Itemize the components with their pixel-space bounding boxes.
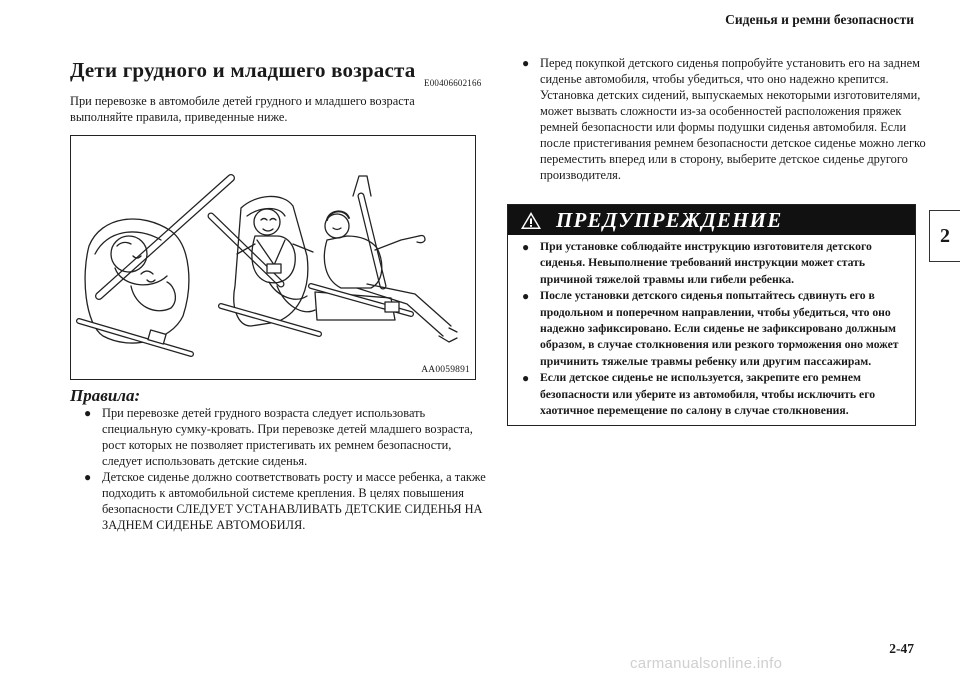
- list-item: ● Перед покупкой детского сиденья попробуйте установить его на заднем сиденье автомобиля, чтобы убедиться, что оно надежно крепится. Установка детских сидений, выпускаемых некоторыми изготовителями, может вызвать сложности из-за особенностей расположения пряжек ремней безопасности или формы подушки сиденья автомобиля. Если после пристегивания ремнем безопасности детское сиденье можно легко переместить вперед или в сторону, выберите детское сиденье другого производителя.: [522, 56, 926, 182]
- bullet-icon: ●: [522, 56, 530, 70]
- figure-code: AA0059891: [421, 365, 470, 375]
- chapter-tab: 2: [929, 210, 960, 262]
- section-title: Дети грудного и младшего возраста: [70, 58, 416, 82]
- warning-list: [508, 239, 908, 419]
- child-seats-drawing: [71, 136, 476, 380]
- bullet-icon: ●: [84, 470, 92, 484]
- bullet-icon: ●: [522, 289, 530, 304]
- running-head: Сиденья и ремни безопасности: [725, 12, 914, 27]
- bullet-icon: ●: [522, 371, 530, 386]
- list-item: ● Если детское сиденье не используется, закрепите его ремнем безопасности или уберите из автомобиля, чтобы исключить его хаотичное перемещение по салону в случае столкновения.: [522, 371, 876, 418]
- warning-header: [508, 205, 915, 235]
- list-item: ● Детское сиденье должно соответствовать росту и массе ребенка, а также подходить к автомобильной системе крепления. В целях повышения безопасности СЛЕДУЕТ УСТАНАВЛИВАТЬ ДЕТСКИЕ СИДЕНЬЯ НА ЗАДНЕМ СИДЕНЬЕ АВТОМОБИЛЯ.: [84, 470, 486, 532]
- list-item: ● После установки детского сиденья попытайтесь сдвинуть его в продольном и поперечном направлении, чтобы убедиться, что оно надежно зафиксировано. Если сиденье не зафиксировано должным образом, в случае столкновения или резкого торможения оно может причинить тяжелые травмы ребенку или другим пассажирам.: [522, 289, 899, 368]
- child-seats-illustration: [70, 135, 476, 380]
- warning-box: [507, 204, 916, 426]
- rules-heading: Правила:: [70, 386, 141, 405]
- section-intro: При перевозке в автомобиле детей грудного и младшего возраста выполняйте правила, приведенные ниже.: [70, 94, 415, 124]
- rules-list: [70, 405, 490, 533]
- bullet-icon: ●: [84, 406, 92, 420]
- bullet-icon: ●: [522, 240, 530, 254]
- watermark: carmanualsonline.info: [630, 655, 783, 672]
- seat-check-list: [508, 55, 928, 183]
- page-number: 2-47: [889, 641, 914, 656]
- list-item: ● При перевозке детей грудного возраста следует использовать специальную сумку-кровать. При перевозке детей младшего возраста, рост которых не позволяет пристегивать их ремнем безопасности, следует использовать детские сиденья.: [84, 406, 473, 468]
- list-item: ● При установке соблюдайте инструкцию изготовителя детского сиденья. Невыполнение требований инструкции может стать причиной тяжелой травмы или гибели ребенка.: [522, 240, 872, 286]
- section-code: E00406602166: [424, 78, 482, 88]
- warning-triangle-icon: [520, 211, 542, 230]
- warning-title: ПРЕДУПРЕЖДЕНИЕ: [556, 208, 783, 232]
